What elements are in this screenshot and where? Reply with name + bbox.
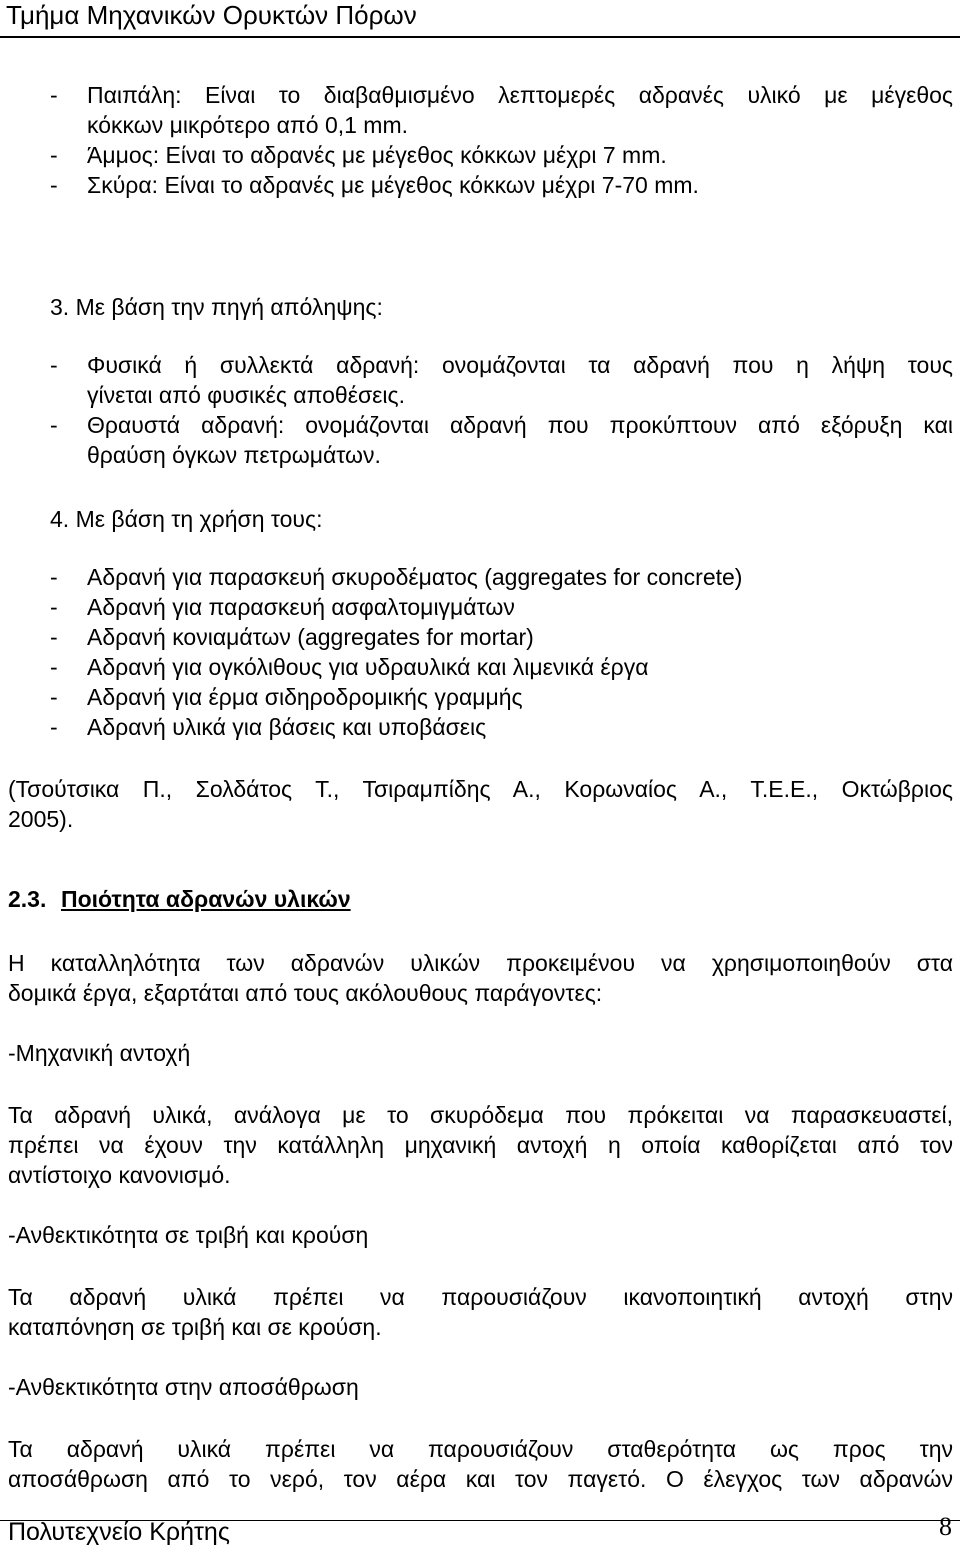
list-item-text: Αδρανή για παρασκευή σκυροδέματος (aggregates for concrete) — [87, 564, 743, 590]
paragraph-line: καταπόνηση σε τριβή και σε κρούση. — [8, 1314, 382, 1340]
list-item-text: Άμμος: Είναι το αδρανές με μέγεθος κόκκων μέχρι 7 mm. — [87, 142, 667, 168]
paragraph-line: δομικά έργα, εξαρτάται από τους ακόλουθους παράγοντες: — [8, 980, 603, 1006]
section-heading: 4. Με βάση τη χρήση τους: — [50, 506, 323, 532]
paragraph-line: πρέπει να έχουν την κατάλληλη μηχανική αντοχή η οποία καθορίζεται από τον — [8, 1132, 953, 1158]
section-heading: 3. Με βάση την πηγή απόληψης: — [50, 294, 383, 320]
list-marker: - — [50, 142, 58, 168]
list-marker: - — [50, 624, 58, 650]
paragraph-line: αποσάθρωση από το νερό, τον αέρα και τον παγετό. Ο έλεγχος των αδρανών — [8, 1466, 953, 1492]
list-marker: - — [50, 654, 58, 680]
footer-institution: Πολυτεχνείο Κρήτης — [8, 1518, 230, 1546]
list-item-text: Αδρανή για έρμα σιδηροδρομικής γραμμής — [87, 684, 523, 710]
header-divider — [0, 36, 960, 38]
list-item-text: κόκκων μικρότερο από 0,1 mm. — [87, 112, 409, 138]
factor-title: -Μηχανική αντοχή — [8, 1040, 191, 1066]
list-item-text: Σκύρα: Είναι το αδρανές με μέγεθος κόκκων μέχρι 7-70 mm. — [87, 172, 699, 198]
factor-title: -Ανθεκτικότητα σε τριβή και κρούση — [8, 1222, 369, 1248]
list-item-text: Φυσικά ή συλλεκτά αδρανή: ονομάζονται τα αδρανή που η λήψη τους — [87, 352, 953, 378]
list-marker: - — [50, 412, 58, 438]
list-marker: - — [50, 594, 58, 620]
list-marker: - — [50, 684, 58, 710]
citation-text: (Τσούτσικα Π., Σολδάτος Τ., Τσιραμπίδης Α., Κορωναίος Α., Τ.Ε.Ε., Οκτώβριος — [8, 776, 953, 802]
factor-title: -Ανθεκτικότητα στην αποσάθρωση — [8, 1374, 359, 1400]
paragraph-line: αντίστοιχο κανονισμό. — [8, 1162, 231, 1188]
page-number: 8 — [939, 1512, 952, 1541]
paragraph-line: Τα αδρανή υλικά, ανάλογα με το σκυρόδεμα που πρόκειται να παρασκευαστεί, — [8, 1102, 953, 1128]
paragraph-line: Τα αδρανή υλικά πρέπει να παρουσιάζουν σταθερότητα ως προς την — [8, 1436, 953, 1462]
list-item-text: Αδρανή υλικά για βάσεις και υποβάσεις — [87, 714, 487, 740]
list-item-text: θραύση όγκων πετρωμάτων. — [87, 442, 381, 468]
page-header-title: Τμήμα Μηχανικών Ορυκτών Πόρων — [6, 0, 417, 30]
list-marker: - — [50, 564, 58, 590]
list-item-text: Αδρανή κονιαμάτων (aggregates for mortar) — [87, 624, 534, 650]
list-item-text: Αδρανή για ογκόλιθους για υδραυλικά και λιμενικά έργα — [87, 654, 649, 680]
paragraph-line: Τα αδρανή υλικά πρέπει να παρουσιάζουν ικανοποιητική αντοχή στην — [8, 1284, 953, 1310]
list-item-text: Αδρανή για παρασκευή ασφαλτομιγμάτων — [87, 594, 515, 620]
list-item-text: Θραυστά αδρανή: ονομάζονται αδρανή που προκύπτουν από εξόρυξη και — [87, 412, 953, 438]
list-marker: - — [50, 172, 58, 198]
section-title: Ποιότητα αδρανών υλικών — [61, 886, 351, 912]
list-item-text: Παιπάλη: Είναι το διαβαθμισμένο λεπτομερές αδρανές υλικό με μέγεθος — [87, 82, 953, 108]
citation-text: 2005). — [8, 806, 74, 832]
section-number: 2.3. — [8, 886, 47, 912]
list-marker: - — [50, 714, 58, 740]
list-marker: - — [50, 82, 58, 108]
list-marker: - — [50, 352, 58, 378]
paragraph-line: Η καταλληλότητα των αδρανών υλικών προκειμένου να χρησιμοποιηθούν στα — [8, 950, 953, 976]
list-item-text: γίνεται από φυσικές αποθέσεις. — [87, 382, 406, 408]
